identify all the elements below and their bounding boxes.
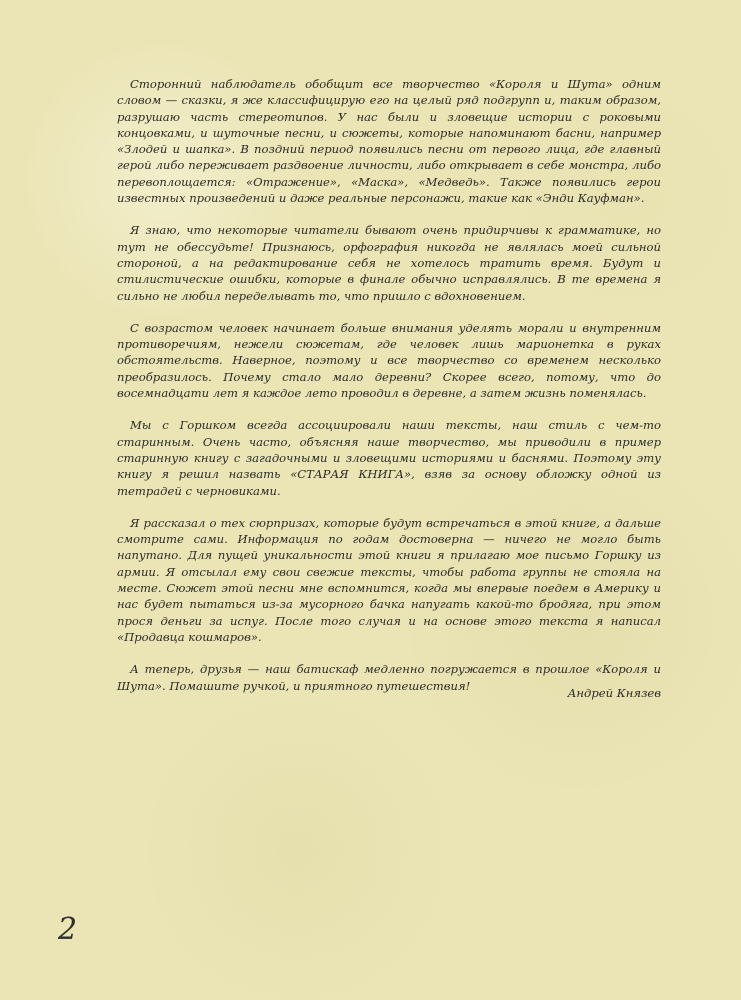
paragraph-5: Я рассказал о тех сюрпризах, которые будут встречаться в этой книге, а дальше смотрите сами. Информация по годам достоверна — ничего не могло быть напутано. Для пущей уникальности этой книги я прилагаю мое письмо Горшку из армии. Я отсылал ему свои свежие тексты, чтобы работа группы не стояла на месте. Сюжет этой песни мне вспомнится, когда мы впервые поедем в Америку и нас будет пытаться из-за мусорного бачка напугать какой-то бродяга, при этом прося деньги за испуг. После того случая и на основе этого текста я написал «Продавца кошмаров».: [117, 515, 661, 644]
paragraph-1: Сторонний наблюдатель обобщит все творчество «Короля и Шута» одним словом — сказки, я же классифицирую его на целый ряд подгрупп и, таким образом, разрушаю часть стереотипов. У нас были и зловещие истории с роковыми концовками, и шуточные песни, и сюжеты, которые напоминают басни, например «Злодей и шапка». В поздний период появились песни от первого лица, где главный герой либо переживает раздвоение личности, либо открывает в себе монстра, либо перевоплощается: «Отражение», «Маска», «Медведь». Также появились герои известных произведений и даже реальные персонажи, такие как «Энди Кауфман».: [117, 77, 661, 206]
page-number: 2: [58, 912, 78, 947]
paragraph-4: Мы с Горшком всегда ассоциировали наши тексты, наш стиль с чем-то старинным. Очень часто, объясняя наше творчество, мы приводили в пример старинную книгу с загадочными и зловещими историями и баснями. Поэтому эту книгу я решил назвать «СТАРАЯ КНИГА», взяв за основу обложку одной из тетрадей с черновиками.: [117, 418, 661, 498]
paragraph-3: С возрастом человек начинает больше внимания уделять морали и внутренним противоречиям, нежели сюжетам, где человек лишь марионетка в руках обстоятельств. Наверное, поэтому и все творчество со временем несколько преобразилось. Почему стало мало деревни? Скорее всего, потому, что до восемнадцати лет я каждое лето проводил в деревне, а затем жизнь поменялась.: [117, 320, 661, 401]
paragraph-2: Я знаю, что некоторые читатели бывают очень придирчивы к грамматике, но тут не обессудьте! Признаюсь, орфография никогда не являлась моей сильной стороной, а на редактирование себя не хотелось тратить время. Будут и стилистические ошибки, которые в финале обычно исправлялись. В те времена я сильно не любил переделывать то, что пришло с вдохновением.: [117, 223, 661, 303]
paragraph-6: А теперь, друзья — наш батискаф медленно погружается в прошлое «Короля и Шута». Помашите ручкой, и приятного путешествия!: [117, 662, 661, 693]
author-signature: Андрей Князев: [567, 686, 661, 700]
foreword-text: [117, 76, 661, 710]
